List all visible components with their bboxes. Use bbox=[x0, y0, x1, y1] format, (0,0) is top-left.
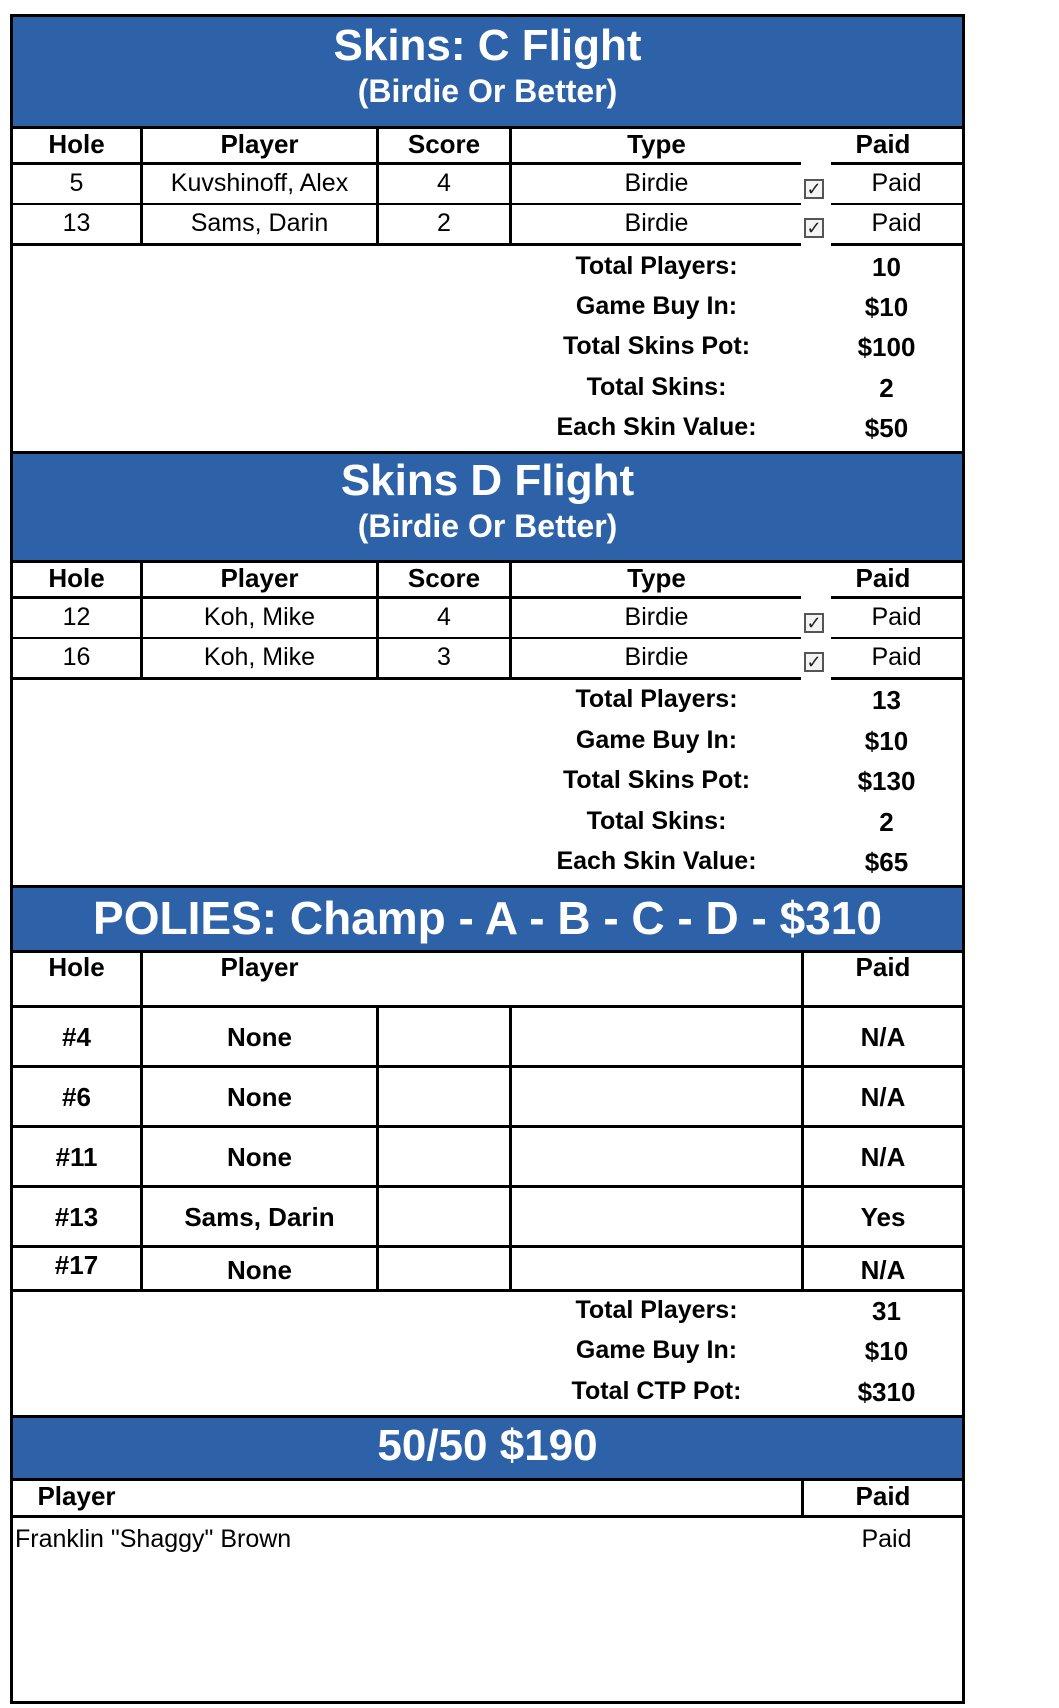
skins-d-header-hole: Hole bbox=[48, 563, 105, 593]
skins-d-row-2-paid: Paid bbox=[871, 643, 922, 671]
polies-row-2-paid: N/A bbox=[860, 1082, 906, 1112]
polies-buy-in-value: $10 bbox=[864, 1336, 909, 1366]
skins-c-header-hole: Hole bbox=[48, 129, 105, 159]
fiftyfifty-paid: Paid bbox=[861, 1525, 912, 1553]
skins-c-header-type: Type bbox=[627, 129, 686, 159]
divider bbox=[831, 637, 962, 639]
polies-row-3-player: None bbox=[227, 1142, 292, 1172]
skins-d-row-1-score: 4 bbox=[437, 603, 451, 631]
skins-c-subtitle: (Birdie Or Better) bbox=[357, 73, 618, 109]
fiftyfifty-banner bbox=[13, 1418, 962, 1481]
skins-c-total-skins-label: Total Skins: bbox=[586, 373, 727, 401]
skins-d-pot-label: Total Skins Pot: bbox=[562, 766, 751, 794]
skins-c-row-1-type: Birdie bbox=[624, 169, 689, 197]
divider bbox=[13, 1245, 962, 1248]
skins-c-header-player: Player bbox=[220, 129, 299, 159]
skins-d-buy-in-label: Game Buy In: bbox=[575, 726, 738, 754]
skins-c-banner bbox=[13, 17, 962, 129]
skins-d-header-paid: Paid bbox=[855, 563, 911, 593]
skins-c-pot-value: $100 bbox=[857, 332, 916, 362]
skins-c-row-1-hole: 5 bbox=[69, 169, 84, 197]
fiftyfifty-header-paid: Paid bbox=[855, 1481, 911, 1511]
skins-d-buy-in-value: $10 bbox=[864, 726, 909, 756]
divider bbox=[801, 950, 804, 1292]
skins-d-subtitle: (Birdie Or Better) bbox=[357, 508, 618, 544]
skins-c-pot-label: Total Skins Pot: bbox=[562, 332, 751, 360]
skins-c-total-players-label: Total Players: bbox=[575, 252, 738, 280]
skins-d-row-1-type: Birdie bbox=[624, 603, 689, 631]
polies-total-players-value: 31 bbox=[872, 1296, 901, 1326]
skins-d-banner bbox=[13, 454, 962, 563]
polies-row-4-player: Sams, Darin bbox=[184, 1202, 335, 1232]
skins-c-row-2-type: Birdie bbox=[624, 209, 689, 237]
divider bbox=[13, 243, 801, 246]
divider bbox=[376, 1005, 379, 1292]
skins-c-skin-value-label: Each Skin Value: bbox=[556, 413, 757, 441]
polies-header-hole: Hole bbox=[48, 952, 105, 982]
fiftyfifty-header-player: Player bbox=[37, 1481, 116, 1511]
polies-row-3-paid: N/A bbox=[860, 1142, 906, 1172]
divider bbox=[13, 1005, 962, 1008]
polies-row-5-player: None bbox=[227, 1255, 292, 1285]
divider bbox=[831, 162, 962, 165]
polies-row-4-paid: Yes bbox=[860, 1202, 906, 1232]
polies-row-3-hole: #11 bbox=[55, 1142, 98, 1172]
skins-c-total-players-value: 10 bbox=[872, 252, 901, 282]
polies-ctp-pot-label: Total CTP Pot: bbox=[571, 1377, 742, 1405]
skins-d-skin-value-label: Each Skin Value: bbox=[556, 847, 757, 875]
divider bbox=[13, 203, 801, 205]
skins-c-title: Skins: C Flight bbox=[333, 21, 642, 70]
skins-d-header-score: Score bbox=[407, 563, 481, 593]
fiftyfifty-title: 50/50 $190 bbox=[377, 1421, 598, 1470]
polies-ctp-pot-value: $310 bbox=[857, 1377, 916, 1407]
fiftyfifty-winner: Franklin "Shaggy" Brown bbox=[15, 1525, 292, 1553]
divider bbox=[13, 637, 801, 639]
skins-c-row-2-score: 2 bbox=[437, 209, 451, 237]
skins-d-row-1-hole: 12 bbox=[62, 603, 91, 631]
skins-c-header-paid: Paid bbox=[855, 129, 911, 159]
divider bbox=[831, 677, 962, 680]
skins-d-total-skins-value: 2 bbox=[879, 807, 894, 837]
divider bbox=[831, 243, 962, 246]
polies-row-4-hole: #13 bbox=[54, 1202, 99, 1232]
skins-d-row-1-player: Koh, Mike bbox=[203, 603, 316, 631]
polies-banner bbox=[13, 888, 962, 953]
divider bbox=[831, 596, 962, 599]
skins-c-row-1-checkbox[interactable]: ✓ bbox=[804, 179, 824, 199]
skins-c-row-2-paid: Paid bbox=[871, 209, 922, 237]
skins-c-total-skins-value: 2 bbox=[879, 373, 894, 403]
skins-d-header-type: Type bbox=[627, 563, 686, 593]
skins-d-total-skins-label: Total Skins: bbox=[586, 807, 727, 835]
divider bbox=[13, 1125, 962, 1128]
skins-d-total-players-label: Total Players: bbox=[575, 685, 738, 713]
skins-c-buy-in-label: Game Buy In: bbox=[575, 292, 738, 320]
polies-row-1-player: None bbox=[227, 1022, 292, 1052]
divider bbox=[509, 1005, 512, 1292]
skins-d-row-1-checkbox[interactable]: ✓ bbox=[804, 613, 824, 633]
skins-c-header-score: Score bbox=[407, 129, 481, 159]
divider bbox=[13, 596, 801, 599]
skins-c-row-2-checkbox[interactable]: ✓ bbox=[804, 218, 824, 238]
polies-buy-in-label: Game Buy In: bbox=[575, 1336, 738, 1364]
skins-c-row-1-player: Kuvshinoff, Alex bbox=[170, 169, 349, 197]
skins-d-title: Skins D Flight bbox=[340, 456, 635, 505]
skins-c-skin-value-value: $50 bbox=[864, 413, 909, 443]
skins-d-total-players-value: 13 bbox=[872, 685, 901, 715]
skins-c-buy-in-value: $10 bbox=[864, 292, 909, 322]
skins-d-row-2-hole: 16 bbox=[62, 643, 91, 671]
skins-d-row-1-paid: Paid bbox=[871, 603, 922, 631]
divider bbox=[140, 950, 143, 1292]
skins-c-row-2-hole: 13 bbox=[62, 209, 91, 237]
skins-d-row-2-checkbox[interactable]: ✓ bbox=[804, 652, 824, 672]
polies-row-1-paid: N/A bbox=[860, 1022, 906, 1052]
polies-row-5-paid: N/A bbox=[860, 1255, 906, 1285]
skins-d-skin-value-value: $65 bbox=[864, 847, 909, 877]
skins-c-row-1-paid: Paid bbox=[871, 169, 922, 197]
divider bbox=[831, 203, 962, 205]
divider bbox=[13, 677, 801, 680]
skins-c-row-1-score: 4 bbox=[437, 169, 451, 197]
polies-total-players-label: Total Players: bbox=[575, 1296, 738, 1324]
polies-row-2-hole: #6 bbox=[62, 1082, 91, 1112]
polies-row-2-player: None bbox=[227, 1082, 292, 1112]
polies-header-paid: Paid bbox=[855, 952, 911, 982]
divider bbox=[13, 162, 801, 165]
skins-d-header-player: Player bbox=[220, 563, 299, 593]
skins-d-row-2-score: 3 bbox=[437, 643, 451, 671]
skins-c-row-2-player: Sams, Darin bbox=[190, 209, 329, 237]
skins-d-row-2-player: Koh, Mike bbox=[203, 643, 316, 671]
divider bbox=[13, 1065, 962, 1068]
polies-header-player: Player bbox=[220, 952, 299, 982]
divider bbox=[13, 1185, 962, 1188]
skins-sheet bbox=[10, 14, 965, 1704]
polies-row-1-hole: #4 bbox=[62, 1022, 91, 1052]
skins-d-pot-value: $130 bbox=[857, 766, 916, 796]
divider bbox=[13, 1289, 962, 1292]
divider bbox=[801, 1478, 804, 1518]
divider bbox=[13, 1515, 962, 1518]
skins-d-row-2-type: Birdie bbox=[624, 643, 689, 671]
polies-title: POLIES: Champ - A - B - C - D - $310 bbox=[93, 892, 882, 944]
polies-row-5-hole: #17 bbox=[54, 1250, 99, 1280]
